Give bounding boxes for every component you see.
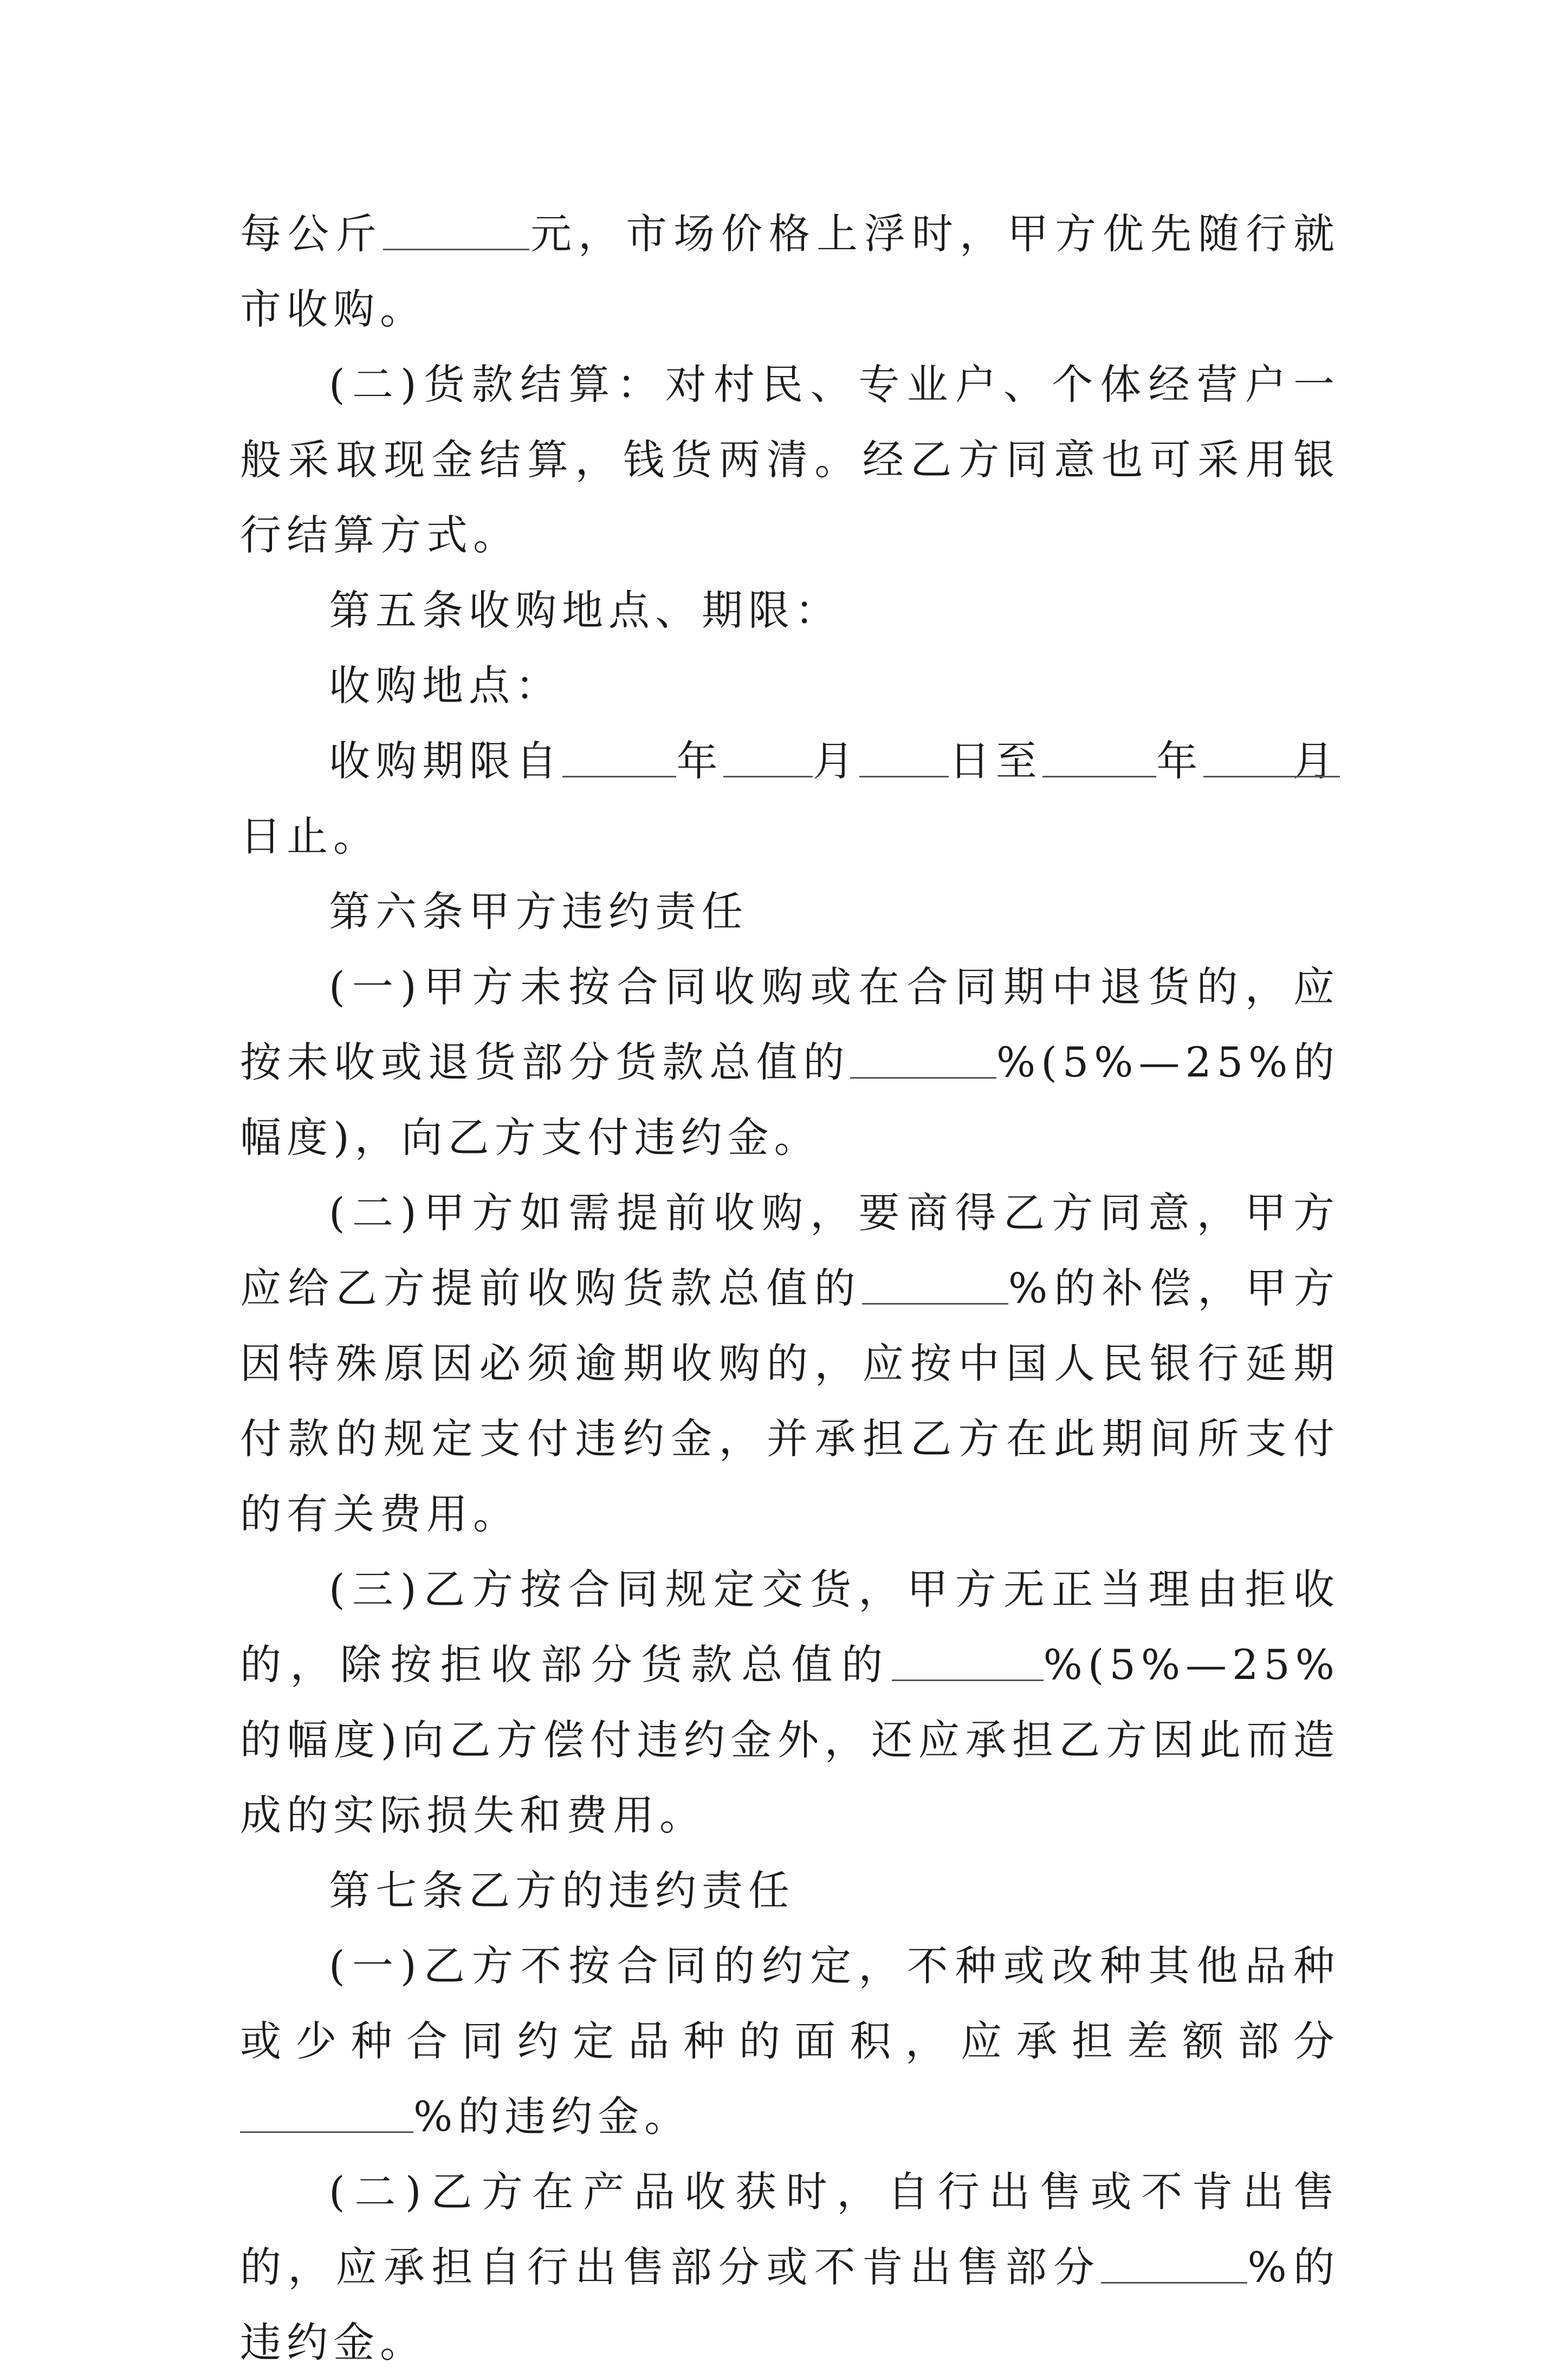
text-segment: (二)甲方如需提前收购，要商得乙方同意，甲方应给乙方提前收购货款总值的 <box>240 1189 1340 1312</box>
text-segment: 元，市场价格上浮时，甲方优先随行就市收购。 <box>240 210 1340 333</box>
article-seven-heading: 第七条乙方的违约责任 <box>329 1866 795 1915</box>
text-segment: 日止。 <box>240 812 380 860</box>
text-segment: %(5%—25%的幅度)，向乙方支付违约金。 <box>240 1038 1340 1162</box>
article-five-heading: 第五条收购地点、期限： <box>329 586 841 634</box>
contract-body <box>240 196 1340 2380</box>
party-a-clause-one <box>240 949 1340 1175</box>
text-segment: %的违约金。 <box>413 2092 691 2141</box>
difference-percent-blank <box>240 2099 413 2133</box>
end-day-blank <box>1250 743 1340 777</box>
start-day-blank <box>859 743 949 777</box>
text-segment: 月 <box>1292 737 1339 785</box>
start-month-blank <box>723 743 813 777</box>
end-year-blank <box>1042 743 1156 777</box>
party-b-clause-one <box>240 1928 1340 2154</box>
text-segment: (三)乙方按合同规定交货，甲方无正当理由拒收的，除按拒收部分货款总值的 <box>240 1565 1340 1689</box>
text-segment: %(5%—25%的幅度)向乙方偿付违约金外，还应承担乙方因此而造成的实际损失和费用。 <box>240 1640 1340 1839</box>
party-a-clause-two <box>240 1175 1340 1552</box>
text-segment: (一)甲方未按合同收购或在合同期中退货的，应按未收或退货部分货款总值的 <box>240 963 1340 1086</box>
text-segment: %的补偿，甲方因特殊原因必须逾期收购的，应按中国人民银行延期付款的规定支付违约金，并承担乙方在此期间所支付的有关费用。 <box>240 1264 1340 1538</box>
article-six-heading: 第六条甲方违约责任 <box>329 887 748 936</box>
text-segment: 月 <box>812 737 860 785</box>
payment-settlement-paragraph: (二)货款结算：对村民、专业户、个体经营户一般采取现金结算，钱货两清。经乙方同意也可采用银行结算方式。 <box>240 360 1340 559</box>
text-segment: 年 <box>676 737 723 785</box>
start-year-blank <box>562 743 676 777</box>
text-segment: %的违约金。 <box>240 2243 1340 2366</box>
text-segment: 日至 <box>949 737 1042 785</box>
compensation-percent-blank <box>862 1270 1008 1305</box>
rejection-percent-blank <box>892 1647 1044 1681</box>
penalty-percent-blank <box>850 1045 996 1079</box>
party-b-clause-two <box>240 2154 1340 2380</box>
price-blank <box>383 216 529 250</box>
text-segment: (二)乙方在产品收获时，自行出售或不肯出售的，应承担自行出售部分或不肯出售部分 <box>240 2168 1340 2291</box>
text-segment: 年 <box>1156 737 1203 785</box>
text-segment: 每公斤 <box>240 210 383 258</box>
price-paragraph <box>240 196 1340 347</box>
self-sale-percent-blank <box>1101 2249 1247 2284</box>
text-segment: (一)乙方不按合同的约定，不种或改种其他品种或少种合同约定品种的面积，应承担差额部分 <box>240 1942 1340 2065</box>
purchase-location-line: 收购地点： <box>329 662 562 710</box>
text-segment: 收购期限自 <box>329 737 563 785</box>
party-a-clause-three <box>240 1552 1340 1853</box>
purchase-period-paragraph <box>240 723 1340 874</box>
